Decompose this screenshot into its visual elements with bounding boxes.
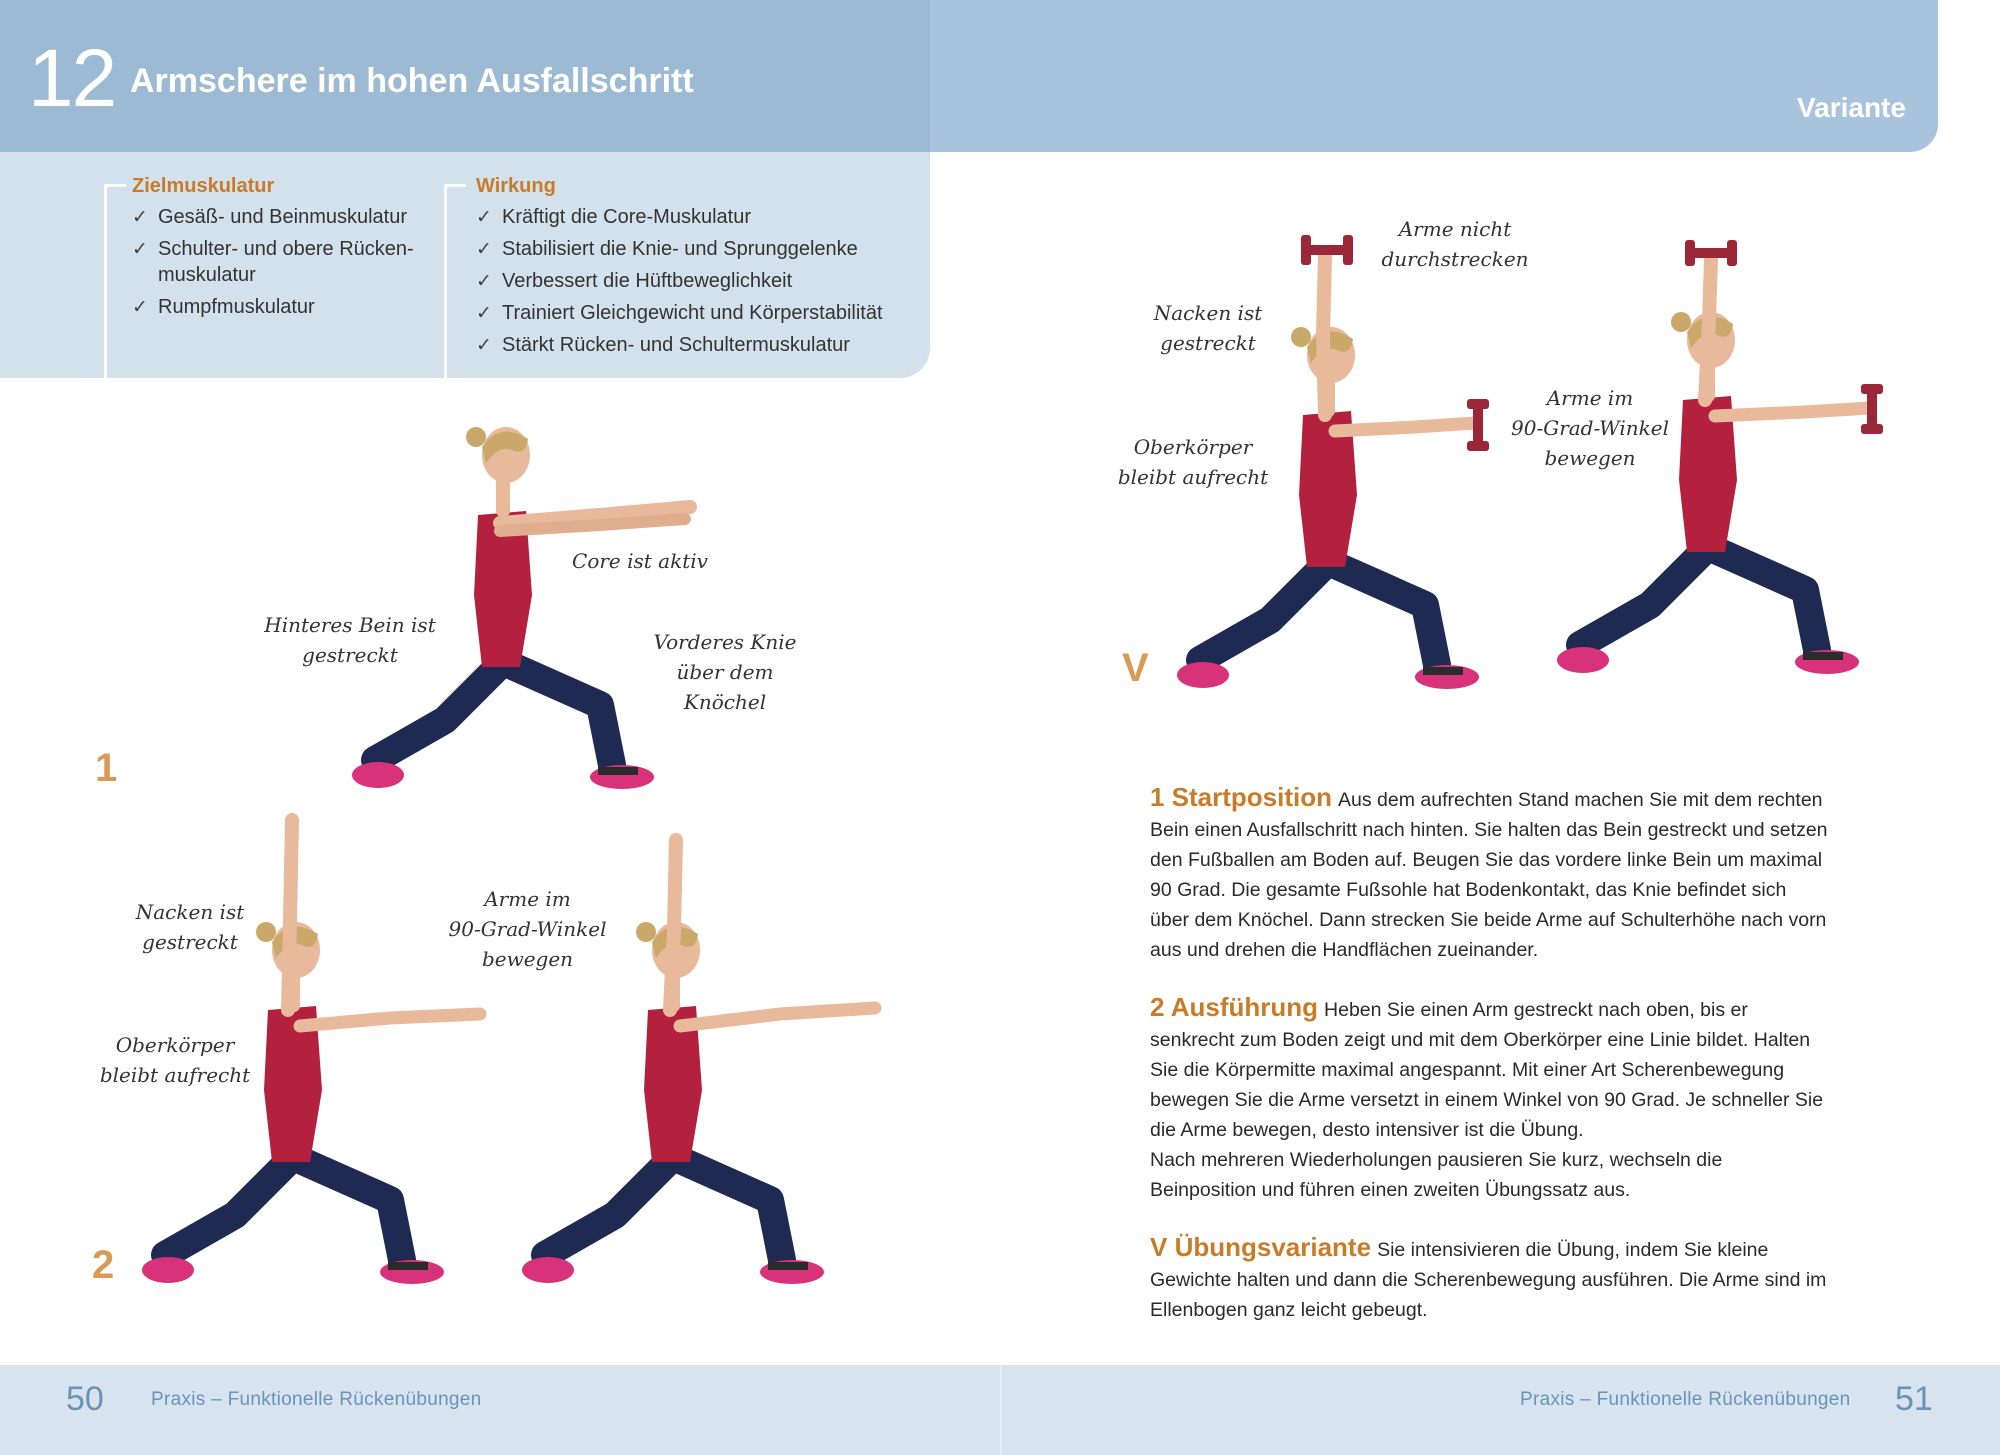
list-item: ✓ Trainiert Gleichgewicht und Körperstabilität <box>476 302 883 324</box>
effect-heading: Wirkung <box>476 175 556 197</box>
page-gutter <box>1000 1365 1002 1455</box>
effect-list <box>476 204 916 358</box>
step-number-1: 1 <box>95 746 118 790</box>
variant-header-band <box>930 0 1938 152</box>
check-icon: ✓ <box>476 270 492 292</box>
list-item: ✓ Verbessert die Hüftbeweglichkeit <box>476 270 793 292</box>
check-icon: ✓ <box>132 206 148 228</box>
column-bracket <box>104 184 126 378</box>
exercise-title: Armschere im hohen Ausfallschritt <box>130 62 694 100</box>
check-icon: ✓ <box>476 334 492 356</box>
caption-front-knee: Vorderes Knie über dem Knöchel <box>653 630 797 714</box>
step-2-description: 2 Ausführung Heben Sie einen Arm gestreckt nach oben, bis er senkrecht zum Boden zeigt und mit dem Oberkörper eine Linie bildet. Halten Sie die Körpermitte maximal angespannt. Mit einer Art Scherenbewegung bewegen Sie die Arme versetzt in einem Winkel von 90 Grad. Je schneller Sie die Arme bewegen, desto intensiver ist die Übung. Nach mehreren Wiederholungen pausieren Sie kurz, wechseln die Beinposition und führen einen zweiten Übungssatz aus. <box>1150 992 1830 1205</box>
step-1-description: 1 Startposition Aus dem aufrechten Stand machen Sie mit dem rechten Bein einen Ausfallschritt nach hinten. Sie halten das Bein gestreckt und setzen den Fußballen am Boden auf. Beugen Sie das vordere linke Bein um maximal 90 Grad. Die gesamte Fußsohle hat Bodenkontakt, das Knie befindet sich über dem Knöchel. Dann strecken Sie beide Arme auf Schulterhöhe nach vorn aus und drehen die Handflächen zueinander. <box>1150 782 1828 961</box>
check-icon: ✓ <box>132 238 148 260</box>
caption-arms-no-lock: Arme nicht durchstrecken <box>1381 217 1529 271</box>
caption-core: Core ist aktiv <box>572 549 708 573</box>
check-icon: ✓ <box>476 238 492 260</box>
effect-column <box>476 174 916 364</box>
caption-torso-1: Oberkörper bleibt aufrecht <box>99 1033 251 1087</box>
caption-neck-1: Nacken ist gestreckt <box>135 900 245 954</box>
list-item: ✓ Gesäß- und Beinmuskulatur <box>132 206 408 228</box>
step-1-heading: 1 Startposition <box>1150 782 1333 812</box>
variant-heading: V Übungsvariante <box>1150 1232 1372 1262</box>
list-item: ✓ Rumpfmuskulatur <box>132 296 315 318</box>
variant-label: Variante <box>1797 92 1906 123</box>
check-icon: ✓ <box>476 206 492 228</box>
caption-arms-angle-1: Arme im 90-Grad-Winkel bewegen <box>448 887 607 971</box>
step-number-2: 2 <box>92 1243 115 1287</box>
step-2-heading: 2 Ausführung <box>1150 992 1319 1022</box>
list-item: ✓ Stärkt Rücken- und Schultermuskulatur <box>476 334 850 356</box>
caption-torso-v: Oberkörper bleibt aufrecht <box>1117 435 1269 489</box>
caption-arms-angle-v: Arme im 90-Grad-Winkel bewegen <box>1511 386 1669 470</box>
caption-neck-v: Nacken ist gestreckt <box>1153 301 1263 355</box>
target-muscles-column <box>132 174 432 326</box>
caption-back-leg: Hinteres Bein ist gestreckt <box>264 613 436 667</box>
list-item: ✓ Kräftigt die Core-Muskulatur <box>476 206 751 228</box>
target-muscles-list <box>132 204 432 320</box>
list-item: ✓ Stabilisiert die Knie- und Sprunggelenke <box>476 238 858 260</box>
left-page-number: 50 <box>66 1380 104 1418</box>
right-page-number: 51 <box>1895 1380 1933 1418</box>
list-item: ✓ Schulter- und obere Rücken- muskulatur <box>132 238 414 286</box>
target-muscles-heading: Zielmuskulatur <box>132 175 275 197</box>
check-icon: ✓ <box>476 302 492 324</box>
left-running-title: Praxis – Funktionelle Rückenübungen <box>151 1389 482 1410</box>
right-running-title: Praxis – Funktionelle Rückenübungen <box>1520 1389 1851 1410</box>
column-bracket <box>444 184 466 378</box>
variant-description: V Übungsvariante Sie intensivieren die Übung, indem Sie kleine Gewichte halten und dann die Scherenbewegung ausführen. Die Arme sind im Ellenbogen ganz leicht gebeugt. <box>1150 1232 1827 1321</box>
check-icon: ✓ <box>132 296 148 318</box>
exercise-number: 12 <box>28 33 116 124</box>
step-number-variant: V <box>1122 646 1149 690</box>
step-2-followup: Nach mehreren Wiederholungen pausieren Sie kurz, wechseln die Beinposition und führen einen zweiten Übungssatz aus. <box>1150 1149 1723 1201</box>
